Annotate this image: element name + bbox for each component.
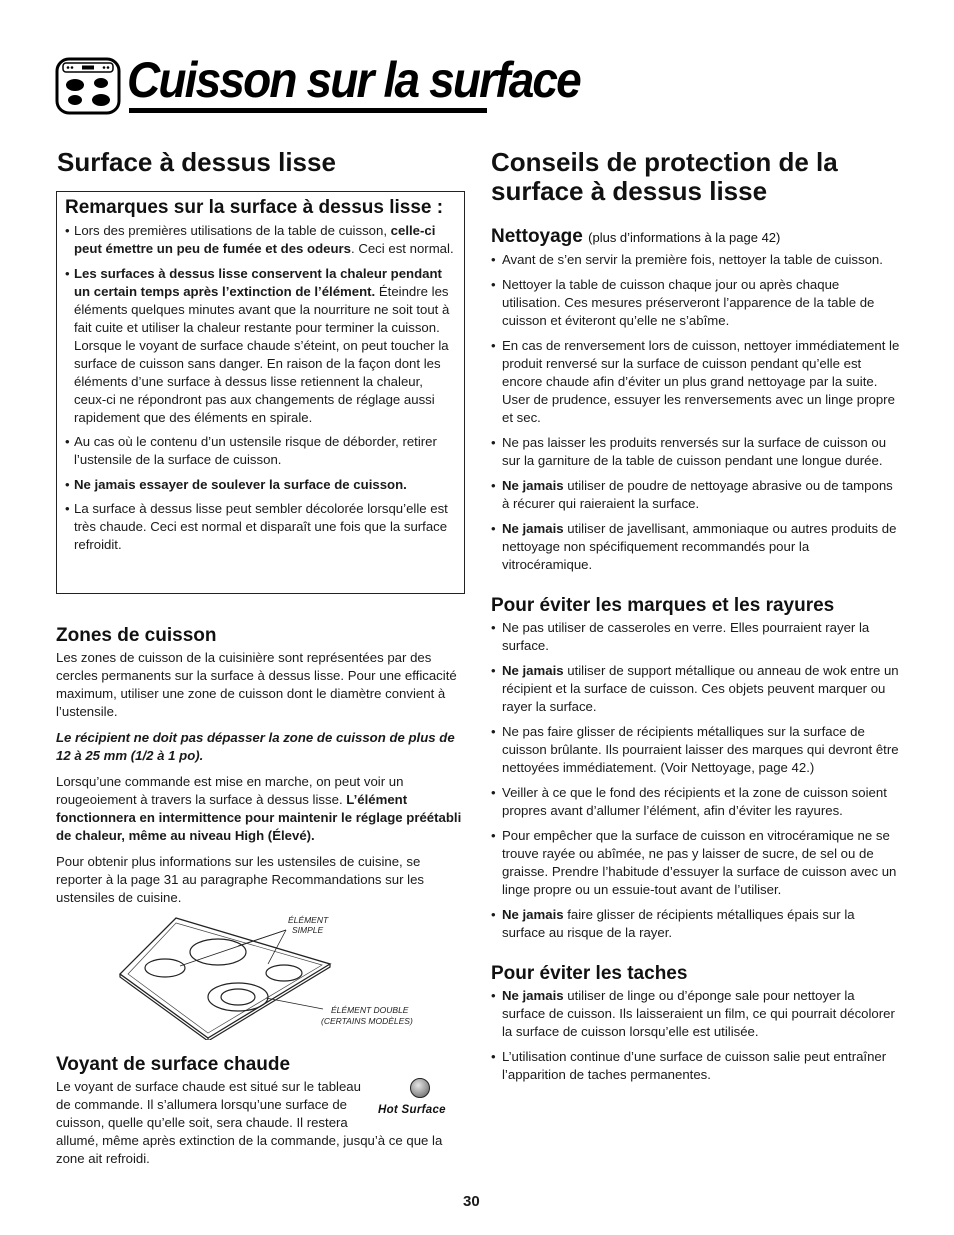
diagram-label-double-2: (CERTAINS MODÈLES) xyxy=(321,1016,413,1026)
cleaning-note: (plus d’informations à la page 42) xyxy=(588,230,781,245)
list-item: • La surface à dessus lisse peut sembler décolorée lorsqu’elle est très chaude. Ceci est normal et disparaît une fois que la surface refroidit. xyxy=(65,500,456,554)
title-underline xyxy=(129,108,487,113)
diagram-label-single-1: ÉLÉMENT xyxy=(288,915,329,925)
list-item: • Veiller à ce que le fond des récipients et la zone de cuisson soient propres avant d’allumer l’élément, afin d’éviter les rayures. xyxy=(491,784,901,820)
cooktop-icon xyxy=(55,57,121,115)
hot-surface-line: allumé, même après extinction de la commande, jusqu’à ce que la zone ait refroidi. xyxy=(56,1133,443,1166)
list-item: • Ne pas laisser les produits renversés sur la surface de cuisson ou sur la garniture de la table de cuisson pendant une longue durée. xyxy=(491,434,901,470)
diagram-label-double-1: ÉLÉMENT DOUBLE xyxy=(331,1005,409,1015)
cooktop-diagram xyxy=(118,912,430,1040)
hot-surface-line: Le voyant de surface chaude est situé sur le tableau xyxy=(56,1079,361,1094)
list-item: • Pour empêcher que la surface de cuisson en vitrocéramique ne se trouve rayée ou abîmée, ne pas y laisser de sucre, de sel ou de graisse. Prendre l’habitude d’essuyer la surface de cuisson avec un linge propre ou un essuie-tout avant de l’utiliser. xyxy=(491,827,901,899)
scratches-list xyxy=(491,619,901,942)
hot-surface-line: cuisson, quelle qu’elle soit, sera chaude. Il restera xyxy=(56,1115,348,1130)
hot-surface-indicator-label: Hot Surface xyxy=(378,1104,446,1116)
list-item: • Ne jamais essayer de soulever la surface de cuisson. xyxy=(65,476,456,494)
zones-paragraph: Les zones de cuisson de la cuisinière sont représentées par des cercles permanents sur la surface à dessus lisse. Pour une efficacité maximum, utiliser une zone de cuisson dont le diamètre convient à l’ustensile. xyxy=(56,650,457,719)
list-item: • Ne jamais faire glisser de récipients métalliques épais sur la surface au risque de la rayer. xyxy=(491,906,901,942)
protection-tips xyxy=(491,226,901,1091)
list-item: • Lors des premières utilisations de la table de cuisson, celle-ci peut émettre un peu de fumée et des odeurs. Ceci est normal. xyxy=(65,222,456,258)
notes-box-title: Remarques sur la surface à dessus lisse : xyxy=(65,197,444,218)
scratches-title: Pour éviter les marques et les rayures xyxy=(491,595,835,616)
list-item: • L’utilisation continue d’une surface de cuisson salie peut entraîner l’apparition de taches permanentes. xyxy=(491,1048,901,1084)
hot-surface-title: Voyant de surface chaude xyxy=(56,1054,291,1075)
zones-paragraph-reference: Pour obtenir plus informations sur les ustensiles de cuisine, se reporter à la page 31 au paragraphe Recommandations sur les ustensiles de cuisine. xyxy=(56,854,425,905)
page-number: 30 xyxy=(463,1193,480,1210)
hot-surface-line: de commande. Il s’allumera lorsqu’une surface de xyxy=(56,1097,348,1112)
zones-paragraph-glow: Lorsqu’une commande est mise en marche, on peut voir un rougeoiement à travers la surface à dessus lisse. L’élément fonctionnera en intermittence pour maintenir le réglage préétabli de chaleur, même au niveau High (Élevé). xyxy=(56,774,462,843)
list-item: • Ne jamais utiliser de support métallique ou anneau de wok entre un récipient et la surface de cuisson. Ces objets peuvent marquer ou rayer la surface. xyxy=(491,662,901,716)
list-item: • Ne pas utiliser de casseroles en verre. Elles pourraient rayer la surface. xyxy=(491,619,901,655)
notes-box xyxy=(56,191,465,594)
list-item: • Ne jamais utiliser de javellisant, ammoniaque ou autres produits de nettoyage non spécifiquement recommandés pour la vitrocéramique. xyxy=(491,520,901,574)
section-heading-smooth-top: Surface à dessus lisse xyxy=(57,147,336,177)
section-heading-protection: Conseils de protection de la surface à dessus lisse xyxy=(491,147,838,206)
list-item: • En cas de renversement lors de cuisson, nettoyer immédiatement le produit renversé sur la surface de cuisson pendant qu’elle est encore chaude afin d’éviter un plus grand nettoyage par la suite. User de prudence, essuyer les renversements avec un linge propre et sec. xyxy=(491,337,901,427)
stains-list xyxy=(491,987,901,1084)
list-item: • Ne pas faire glisser de récipients métalliques sur la surface de cuisson brûlante. Ils pourraient laisser des marques qui devront être nettoyées immédiatement. (Voir Nettoyage, page 42.) xyxy=(491,723,901,777)
list-item: • Ne jamais utiliser de poudre de nettoyage abrasive ou de tampons à récurer qui raieraient la surface. xyxy=(491,477,901,513)
notes-list xyxy=(65,222,456,554)
cleaning-list xyxy=(491,251,901,574)
zones-warning: Le récipient ne doit pas dépasser la zone de cuisson de plus de 12 à 25 mm (1/2 à 1 po). xyxy=(56,730,455,763)
cleaning-title: Nettoyage (plus d’informations à la page 42) xyxy=(491,226,781,247)
zones-title: Zones de cuisson xyxy=(56,625,217,646)
hot-surface-indicator-icon xyxy=(410,1078,430,1098)
page-title: Cuisson sur la surface xyxy=(127,52,580,108)
zones-section xyxy=(56,625,466,915)
diagram-label-single-2: SIMPLE xyxy=(292,925,324,935)
list-item: • Ne jamais utiliser de linge ou d’éponge sale pour nettoyer la surface de cuisson. Ils laisseraient un film, ce qui pourrait décolorer la surface de cuisson lorsqu’elle est utilisée. xyxy=(491,987,901,1041)
list-item: • Avant de s’en servir la première fois, nettoyer la table de cuisson. xyxy=(491,251,901,269)
stains-title: Pour éviter les taches xyxy=(491,963,688,984)
list-item: • Les surfaces à dessus lisse conservent la chaleur pendant un certain temps après l’extinction de l’élément. Éteindre les éléments quelques minutes avant que la nourriture ne soit tout à fait cuite et utiliser la chaleur restante pour terminer la cuisson. Lorsque le voyant de surface chaude s’éteint, on peut toucher la surface de cuisson sans danger. En raison de la façon dont les éléments d’une surface à dessus lisse retiennent la chaleur, ceux-ci ne répondront pas aux changements de réglage aussi rapidement que des éléments en spirale. xyxy=(65,265,456,427)
list-item: • Nettoyer la table de cuisson chaque jour ou après chaque utilisation. Ces mesures préserveront l’apparence de la table de cuisson et éviteront qu’elle ne s’abîme. xyxy=(491,276,901,330)
list-item: • Au cas où le contenu d’un ustensile risque de déborder, retirer l’ustensile de la surface de cuisson. xyxy=(65,433,456,469)
